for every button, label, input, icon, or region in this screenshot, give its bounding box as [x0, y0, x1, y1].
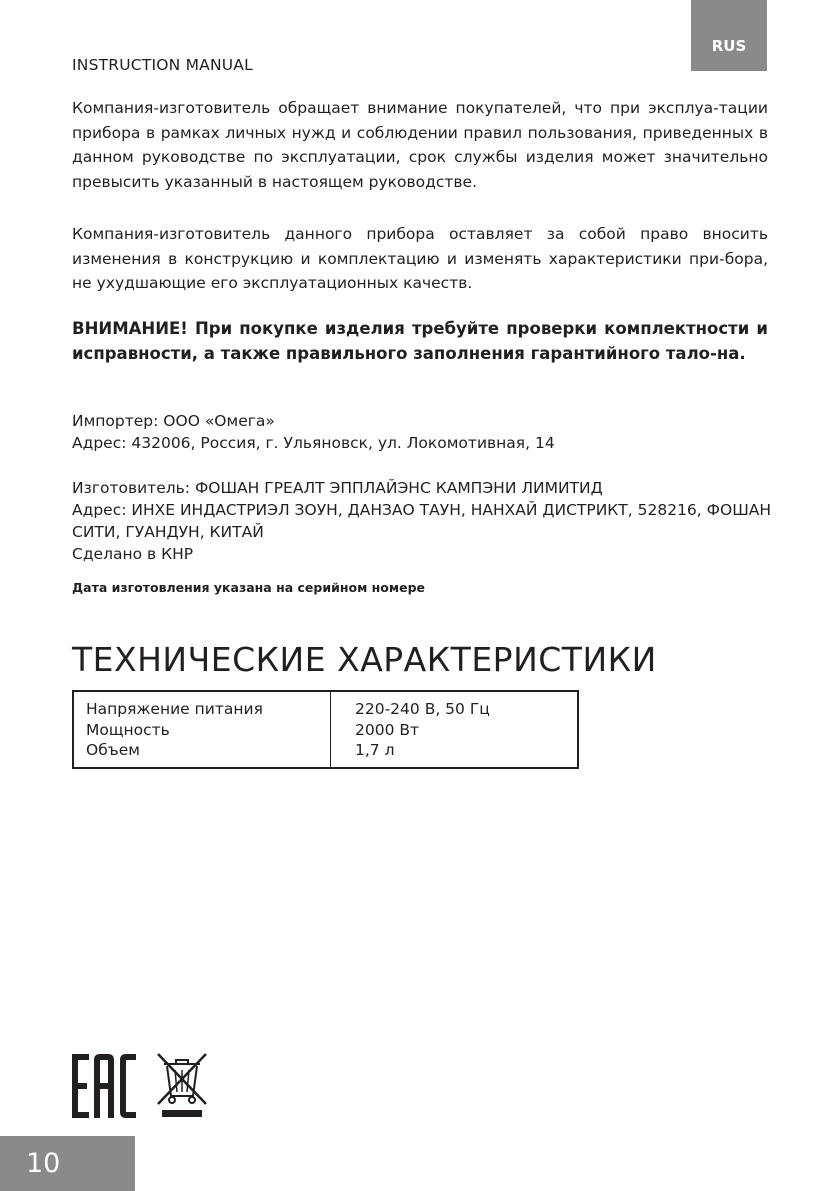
paragraph-service-life: Компания-изготовитель обращает внимание покупателей, что при эксплуа-тации прибора в рамках личных нужд и соблюдении правил пользования, приведенных в данном руководстве по эксплуатации, срок службы изделия может значительно превысить указанный в настоящем руководстве.: [72, 99, 768, 191]
specs-title: ТЕХНИЧЕСКИЕ ХАРАКТЕРИСТИКИ: [72, 640, 657, 679]
made-in: Сделано в КНР: [72, 545, 194, 563]
spec-label: Объем: [86, 741, 140, 759]
manual-label: INSTRUCTION MANUAL: [72, 56, 253, 74]
eac-mark-icon: [72, 1050, 222, 1122]
page-number: 10: [0, 1136, 135, 1191]
spec-value: 2000 Вт: [355, 720, 420, 739]
spec-label: Мощность: [86, 720, 170, 739]
crossed-bin-icon: [158, 1054, 206, 1117]
language-tab: RUS: [691, 0, 767, 71]
spec-value: 220-240 В, 50 Гц: [355, 700, 490, 718]
manufacturer-block: [72, 477, 772, 565]
manufacturer-name: Изготовитель: ФОШАН ГРЕАЛТ ЭППЛАЙЭНС КАМПЭНИ ЛИМИТИД: [72, 479, 603, 497]
manufacturer-address: Адрес: ИНХЕ ИНДАСТРИЭЛ ЗОУН, ДАНЗАО ТАУН, НАНХАЙ ДИСТРИКТ, 528216, ФОШАН СИТИ, ГУАНДУН, КИТАЙ: [72, 501, 772, 541]
manufacture-date-note: Дата изготовления указана на серийном номере: [72, 580, 425, 595]
paragraph-design-changes: Компания-изготовитель данного прибора оставляет за собой право вносить изменения в конструкцию и комплектацию и изменять характеристики при-бора, не ухудшающие его эксплуатационных качеств.: [72, 225, 768, 292]
spec-label: Напряжение питания: [86, 700, 263, 718]
spec-value: 1,7 л: [355, 741, 395, 759]
warning-text: ВНИМАНИЕ! При покупке изделия требуйте проверки комплектности и исправности, а также правильного заполнения гарантийного тало-на.: [72, 319, 768, 363]
specs-table: [72, 690, 579, 769]
specs-labels: [74, 692, 331, 767]
importer-block: [72, 410, 555, 454]
importer-address: Адрес: 432006, Россия, г. Ульяновск, ул. Локомотивная, 14: [72, 434, 555, 452]
specs-values: [331, 692, 490, 767]
importer-name: Импортер: ООО «Омега»: [72, 412, 275, 430]
certification-icons: [72, 1050, 222, 1126]
